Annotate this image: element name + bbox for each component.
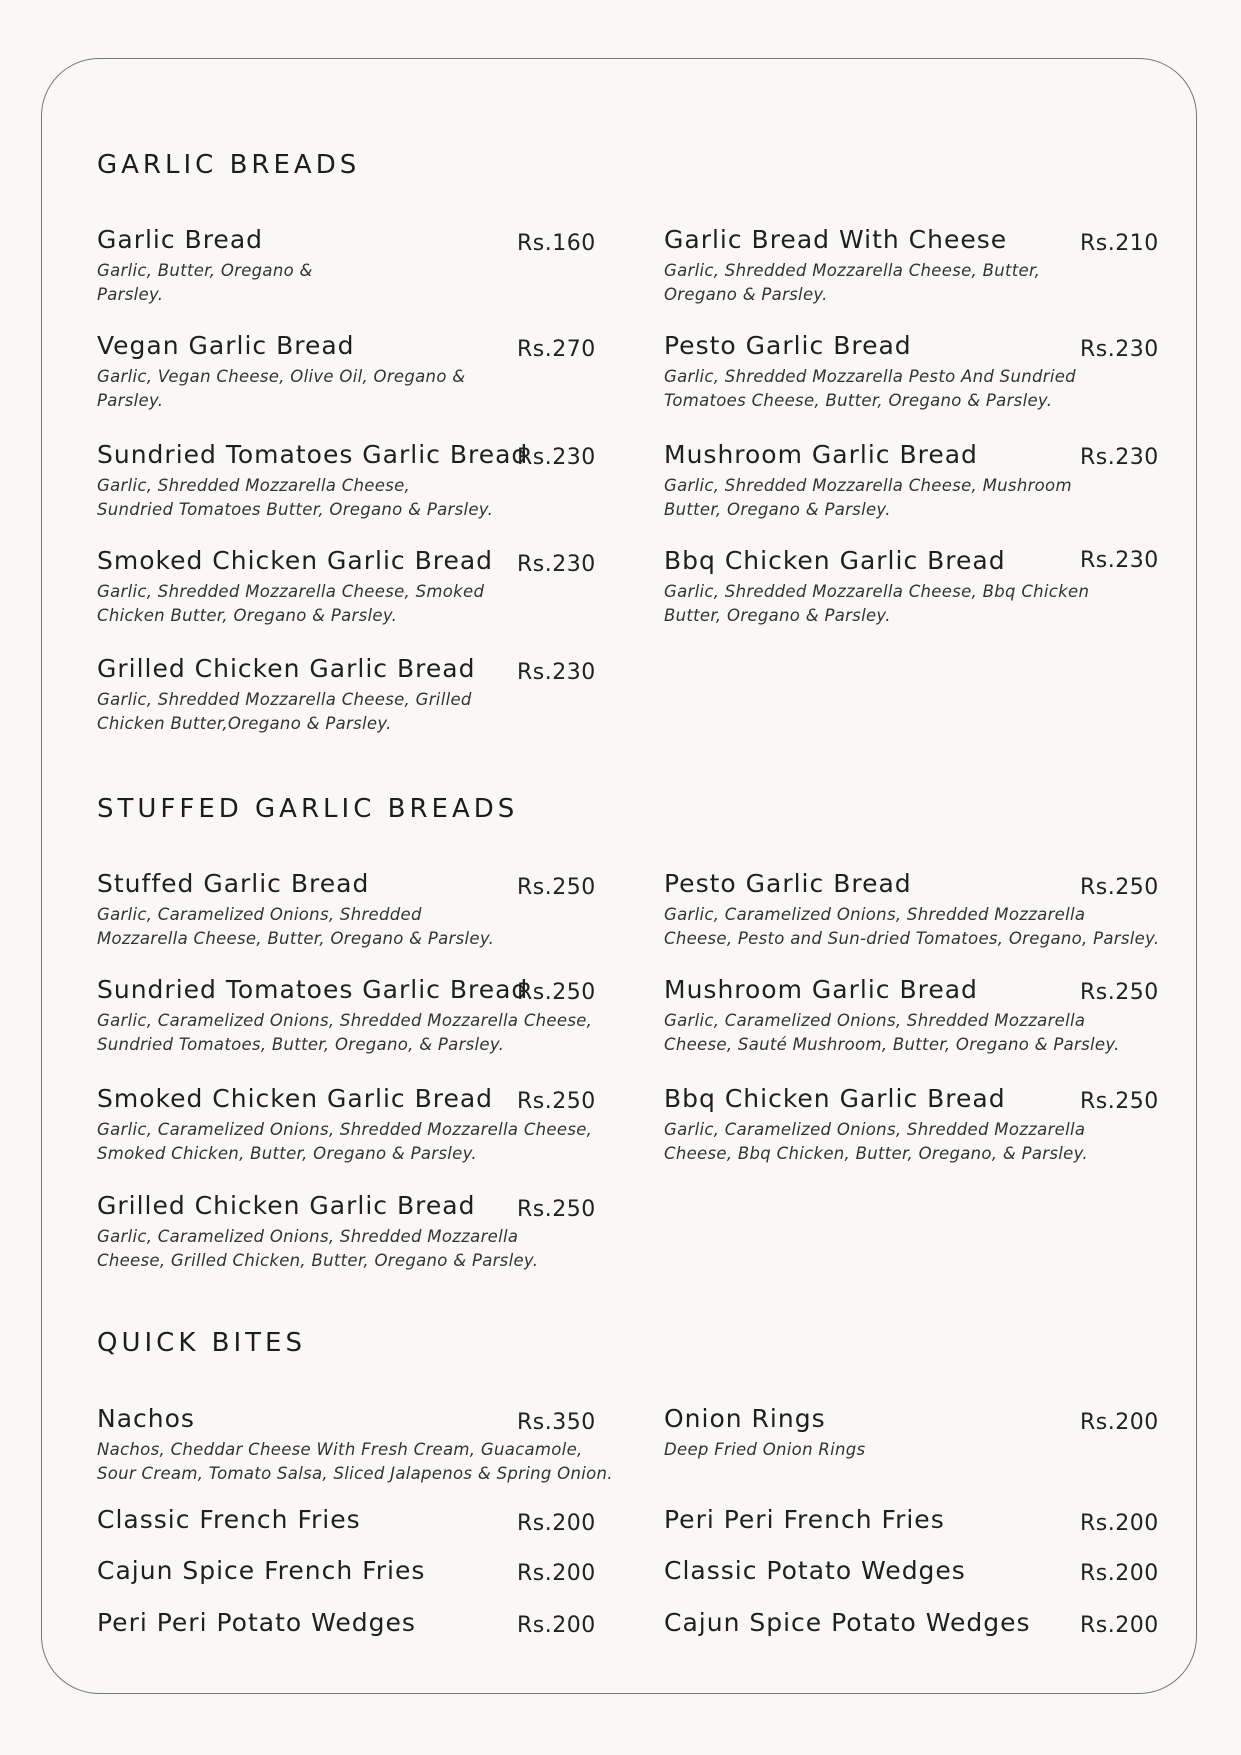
item-description: Garlic, Shredded Mozzarella Cheese, Grilled Chicken Butter,Oregano & Parsley. (97, 690, 472, 733)
item-price: Rs.210 (1080, 231, 1159, 256)
item-name: Cajun Spice French Fries (97, 1556, 426, 1585)
item-price: Rs.270 (517, 337, 596, 362)
item-name: Garlic Bread With Cheese (664, 225, 1008, 254)
item-price: Rs.230 (517, 445, 596, 470)
item-name: Pesto Garlic Bread (664, 869, 912, 898)
menu-item (97, 1556, 425, 1586)
item-description: Garlic, Shredded Mozzarella Pesto And Sundried Tomatoes Cheese, Butter, Oregano & Parsley. (664, 367, 1076, 410)
item-price: Rs.200 (1080, 1410, 1159, 1435)
item-description: Garlic, Caramelized Onions, Shredded Mozzarella Cheese, Smoked Chicken, Butter, Oregano & Parsley. (97, 1120, 593, 1163)
item-description: Garlic, Shredded Mozzarella Cheese, Bbq Chicken Butter, Oregano & Parsley. (664, 582, 1090, 625)
item-description: Garlic, Caramelized Onions, Shredded Mozzarella Cheese, Bbq Chicken, Butter, Oregano, & Parsley. (664, 1120, 1088, 1163)
item-price: Rs.200 (1080, 1561, 1159, 1586)
item-price: Rs.250 (517, 875, 596, 900)
item-price: Rs.200 (1080, 1613, 1159, 1638)
menu-item (97, 1608, 416, 1638)
item-name: Sundried Tomatoes Garlic Bread (97, 440, 529, 469)
section-title-stuffed-garlic-breads: STUFFED GARLIC BREADS (97, 794, 519, 824)
item-description: Garlic, Shredded Mozzarella Cheese, Mushroom Butter, Oregano & Parsley. (664, 476, 1072, 519)
menu-item (97, 1505, 361, 1535)
item-description: Garlic, Caramelized Onions, Shredded Mozzarella Cheese, Pesto and Sun-dried Tomatoes, Oregano, Parsley. (664, 905, 1160, 948)
item-name: Mushroom Garlic Bread (664, 440, 978, 469)
item-price: Rs.230 (517, 660, 596, 685)
item-description: Garlic, Caramelized Onions, Shredded Mozzarella Cheese, Butter, Oregano & Parsley. (97, 905, 495, 948)
item-price: Rs.250 (517, 1197, 596, 1222)
section-title-quick-bites: QUICK BITES (97, 1328, 306, 1358)
item-name: Grilled Chicken Garlic Bread (97, 654, 476, 683)
item-name: Pesto Garlic Bread (664, 331, 912, 360)
item-name: Nachos (97, 1404, 195, 1433)
item-name: Mushroom Garlic Bread (664, 975, 978, 1004)
item-description: Deep Fried Onion Rings (664, 1440, 866, 1459)
item-name: Cajun Spice Potato Wedges (664, 1608, 1031, 1637)
menu-item (664, 1556, 966, 1586)
section-title-garlic-breads: GARLIC BREADS (97, 150, 361, 180)
menu-item (664, 1608, 1031, 1638)
item-description: Garlic, Butter, Oregano & Parsley. (97, 261, 313, 304)
item-price: Rs.230 (1080, 445, 1159, 470)
item-description: Garlic, Shredded Mozzarella Cheese, Smoked Chicken Butter, Oregano & Parsley. (97, 582, 485, 625)
item-description: Garlic, Vegan Cheese, Olive Oil, Oregano & Parsley. (97, 367, 466, 410)
item-description: Garlic, Caramelized Onions, Shredded Mozzarella Cheese, Grilled Chicken, Butter, Oregano & Parsley. (97, 1227, 539, 1270)
item-name: Vegan Garlic Bread (97, 331, 355, 360)
item-price: Rs.230 (517, 552, 596, 577)
item-price: Rs.160 (517, 231, 596, 256)
item-name: Classic Potato Wedges (664, 1556, 966, 1585)
item-description: Garlic, Shredded Mozzarella Cheese, Butter, Oregano & Parsley. (664, 261, 1041, 304)
item-name: Smoked Chicken Garlic Bread (97, 1084, 494, 1113)
item-price: Rs.200 (517, 1511, 596, 1536)
item-description: Nachos, Cheddar Cheese With Fresh Cream, Guacamole, Sour Cream, Tomato Salsa, Sliced Jalapenos & Spring Onion. (97, 1440, 613, 1483)
item-name: Classic French Fries (97, 1505, 361, 1534)
item-name: Bbq Chicken Garlic Bread (664, 546, 1006, 575)
item-price: Rs.230 (1080, 337, 1159, 362)
item-name: Onion Rings (664, 1404, 826, 1433)
item-price: Rs.250 (1080, 980, 1159, 1005)
item-description: Garlic, Caramelized Onions, Shredded Mozzarella Cheese, Sauté Mushroom, Butter, Oregano & Parsley. (664, 1011, 1120, 1054)
item-price: Rs.250 (1080, 875, 1159, 900)
item-price: Rs.350 (517, 1410, 596, 1435)
item-name: Smoked Chicken Garlic Bread (97, 546, 494, 575)
item-price: Rs.200 (517, 1613, 596, 1638)
item-price: Rs.200 (1080, 1511, 1159, 1536)
item-name: Bbq Chicken Garlic Bread (664, 1084, 1006, 1113)
menu-item (664, 1505, 945, 1535)
item-description: Garlic, Shredded Mozzarella Cheese, Sundried Tomatoes Butter, Oregano & Parsley. (97, 476, 494, 519)
item-name: Peri Peri Potato Wedges (97, 1608, 416, 1637)
item-name: Sundried Tomatoes Garlic Bread (97, 975, 529, 1004)
item-price: Rs.200 (517, 1561, 596, 1586)
item-price: Rs.230 (1080, 548, 1159, 573)
item-price: Rs.250 (517, 980, 596, 1005)
item-description: Garlic, Caramelized Onions, Shredded Mozzarella Cheese, Sundried Tomatoes, Butter, Oregano, & Parsley. (97, 1011, 593, 1054)
item-price: Rs.250 (517, 1089, 596, 1114)
item-name: Garlic Bread (97, 225, 264, 254)
item-price: Rs.250 (1080, 1089, 1159, 1114)
item-name: Stuffed Garlic Bread (97, 869, 370, 898)
item-name: Grilled Chicken Garlic Bread (97, 1191, 476, 1220)
item-name: Peri Peri French Fries (664, 1505, 945, 1534)
